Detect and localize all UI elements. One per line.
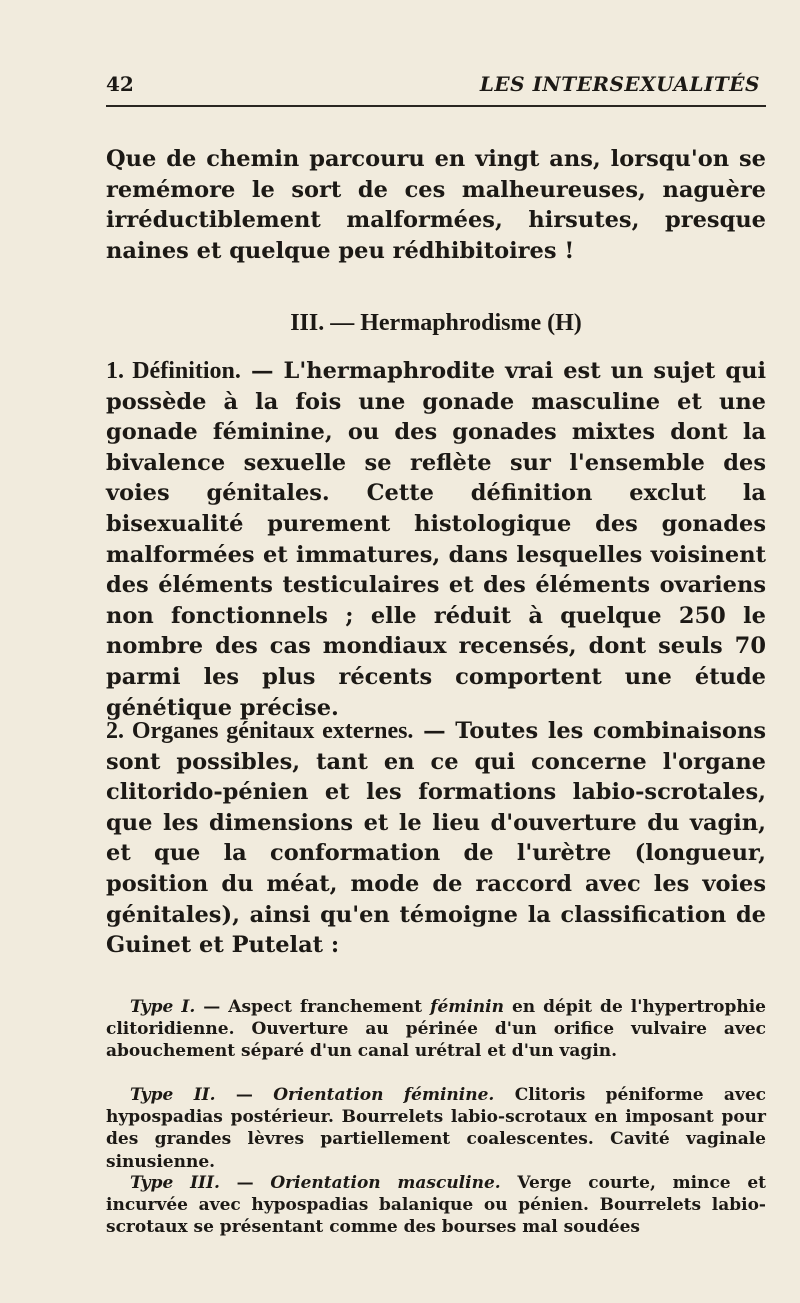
section-heading: III. — Hermaphrodisme (H) [290,310,582,336]
type-3-emphasis: Orientation masculine. [270,1173,501,1193]
definition-lead: 1. Définition. [106,358,241,384]
type-2-label: Type II. [130,1085,216,1105]
type-2-text: Clitoris péniforme avec hypospadias postérieur. Bourrelets labio-scrotaux en imposant pour des grandes lèvres partiellement coalescentes. Cavité vaginale sinusienne. [106,1085,766,1172]
intro-paragraph: Que de chemin parcouru en vingt ans, lorsqu'on se remémore le sort de ces malheureuses, naguère irréductiblement malformées, hirsutes, presque naines et quelque peu rédhibitoires ! [106,146,766,264]
type-1-paragraph [106,996,766,1063]
type-1-dash: — Aspect franchement [195,997,431,1017]
type-2-paragraph [106,1084,766,1173]
type-1-label: Type I. [130,997,196,1017]
header-rule [106,105,766,107]
running-title: LES INTERSEXUALITÉS [479,72,760,96]
type-2-emphasis: Orientation féminine. [273,1085,495,1105]
definition-paragraph [106,356,766,723]
type-2-dash: — [215,1085,274,1105]
type-3-paragraph [106,1172,766,1239]
type-3-text: Verge courte, mince et incurvée avec hypospadias balanique ou pénien. Bourrelets labio-scrotaux se présentant comme des bourses mal soudées [106,1173,766,1238]
organes-paragraph [106,716,766,961]
page-header [106,72,766,102]
type-1-emphasis: féminin [430,997,504,1017]
organes-text: — Toutes les combinaisons sont possibles, tant en ce qui concerne l'organe clitorido-pénien et les formations labio-scrotales, que les dimensions et le lieu d'ouverture du vagin, et que la conformation de l'urètre (longueur, position du méat, mode de raccord avec les voies génitales), ainsi qu'en témoigne la classification de Guinet et Putelat : [106,718,766,959]
definition-text: — L'hermaphrodite vrai est un sujet qui possède à la fois une gonade masculine et une gonade féminine, ou des gonades mixtes dont la bivalence sexuelle se reflète sur l'ensemble des voies génitales. Cette définition exclut la bisexualité purement histologique des gonades malformées et immatures, dans lesquelles voisinent des éléments testiculaires et des éléments ovariens non fonctionnels ; elle réduit à quelque 250 le nombre des cas mondiaux recensés, dont seuls 70 parmi les plus récents comportent une étude génétique précise. [106,358,766,721]
page-number: 42 [106,72,134,96]
organes-lead: 2. Organes génitaux externes. [106,718,414,744]
type-3-label: Type III. [130,1173,220,1193]
type-3-dash: — [219,1173,271,1193]
type-1-text: en dépit de l'hypertrophie clitoridienne. Ouverture au périnée d'un orifice vulvaire avec abouchement séparé d'un canal urétral et d'un vagin. [106,997,766,1062]
